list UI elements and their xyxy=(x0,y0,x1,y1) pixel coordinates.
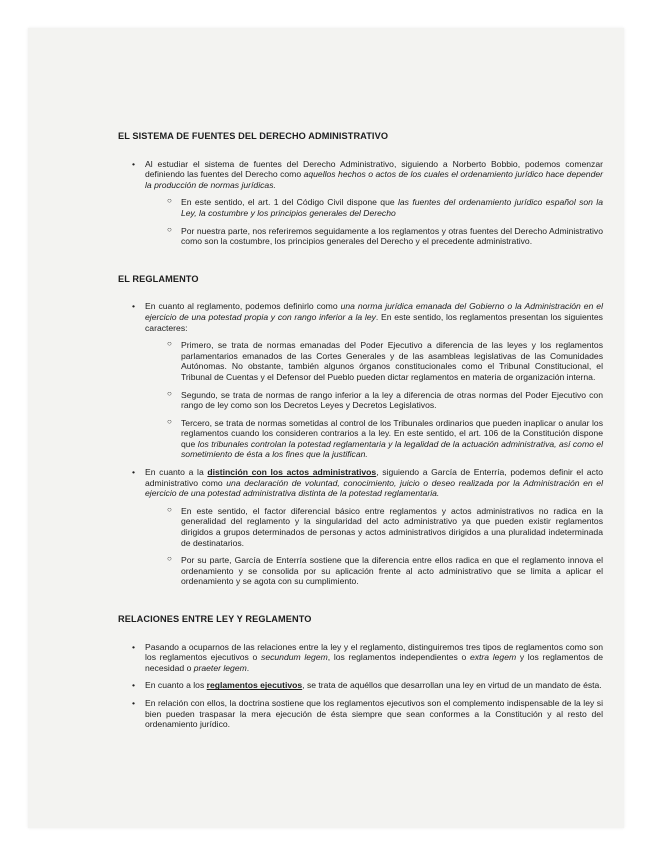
bullet-icon: • xyxy=(132,467,136,478)
paragraph-actos-administrativos: • En cuanto a la distinción con los actos administrativos, siguiendo a García de Enterría, podemos definir el acto administrativo como una declaración de voluntad, conocimiento, juicio o deseo realizada por la Administración en el ejercicio de una potestad administrativa distinta de la potestad reglamentaria. xyxy=(132,467,603,499)
document-content xyxy=(118,131,603,730)
bullet-icon: • xyxy=(132,158,136,169)
paragraph-reglamentos-ejecutivos: • En cuanto a los reglamentos ejecutivos, se trata de aquéllos que desarrollan una ley en virtud de un mandato de ésta. xyxy=(132,680,602,691)
circle-bullet-icon: ○ xyxy=(167,504,172,514)
circle-bullet-icon: ○ xyxy=(167,416,172,426)
subparagraph-factor-diferencial: ○ En este sentido, el factor diferencial básico entre reglamentos y actos administrativos no radica en la generalidad del reglamento y la singularidad del acto administrativo ya que pueden existir reglamentos dirigidos a grupos determinados de personas y actos administrativos dirigidos a una pluralidad indeterminada de destinatarios. xyxy=(167,504,603,548)
subparagraph-otras-fuentes: ○ Por nuestra parte, nos referiremos seguidamente a los reglamentos y otras fuentes del Derecho Administrativo como son la costumbre, los principios generales del Derecho y el precedente administrativo. xyxy=(167,224,603,247)
paragraph-fuentes-definition: • Al estudiar el sistema de fuentes del Derecho Administrativo, siguiendo a Norberto Bobbio, podemos comenzar definiendo las fuentes del Derecho como aquellos hechos o actos de los cuales el ordenamiento jurídico hace depender la producción de normas jurídicas. xyxy=(132,158,603,190)
bullet-icon: • xyxy=(132,301,136,312)
circle-bullet-icon: ○ xyxy=(167,339,172,349)
bullet-icon: • xyxy=(132,641,136,652)
bullet-icon: • xyxy=(132,697,136,708)
subparagraph-segundo: ○ Segundo, se trata de normas de rango inferior a la ley a diferencia de otras normas del Poder Ejecutivo con rango de ley como son los Decretos Leyes y Decretos Legislativos. xyxy=(167,388,603,411)
subparagraph-codigo-civil: ○ En este sentido, el art. 1 del Código Civil dispone que las fuentes del ordenamiento jurídico español son la Ley, la costumbre y los principios generales del Derecho xyxy=(167,196,603,218)
section-heading-fuentes: EL SISTEMA DE FUENTES DEL DERECHO ADMINISTRATIVO xyxy=(118,131,389,141)
section-heading-reglamento: EL REGLAMENTO xyxy=(118,273,199,284)
section-heading-relaciones: RELACIONES ENTRE LEY Y REGLAMENTO xyxy=(118,614,312,624)
paragraph-reglamento-definition: • En cuanto al reglamento, podemos definirlo como una norma jurídica emanada del Gobierno o la Administración en el ejercicio de una potestad propia y con rango inferior a la ley. En este sentido, los reglamentos presentan los siguientes caracteres: xyxy=(132,301,603,333)
bullet-icon: • xyxy=(132,680,136,691)
subparagraph-primero: ○ Primero, se trata de normas emanadas del Poder Ejecutivo a diferencia de las leyes y los reglamentos parlamentarios emanados de las Cortes Generales y de las asambleas legislativas de las Comunidades Autónomas. No obstante, también algunos órganos constitucionales como el Tribunal Constitucional, el Tribunal de Cuentas y el Defensor del Pueblo pueden dictar reglamentos en materia de organización interna. xyxy=(167,339,603,382)
subparagraph-garcia-enterria: ○ Por su parte, García de Enterría sostiene que la diferencia entre ellos radica en que el reglamento innova el ordenamiento y se consolida por su aplicación frente al acto administrativo que se limita a aplicar el ordenamiento y se agota con su cumplimiento. xyxy=(167,554,603,587)
circle-bullet-icon: ○ xyxy=(167,196,172,206)
circle-bullet-icon: ○ xyxy=(167,224,172,234)
subparagraph-tercero: ○ Tercero, se trata de normas sometidas al control de los Tribunales ordinarios que pueden inaplicar o anular los reglamentos cuando los consideren contrarios a la ley. En este sentido, el art. 106 de la Constitución dispone que los tribunales controlan la potestad reglamentaria y la legalidad de la actuación administrativa, así como el sometimiento de ésta a los fines que la justifican. xyxy=(167,416,603,460)
paragraph-tipos-reglamentos: • Pasando a ocuparnos de las relaciones entre la ley y el reglamento, distinguiremos tres tipos de reglamentos como son los reglamentos ejecutivos o secundum legem, los reglamentos independientes o extra legem y los reglamentos de necesidad o praeter legem. xyxy=(132,641,604,673)
circle-bullet-icon: ○ xyxy=(167,554,172,564)
circle-bullet-icon: ○ xyxy=(167,388,172,398)
paragraph-doctrina: • En relación con ellos, la doctrina sostiene que los reglamentos ejecutivos son el complemento indispensable de la ley si bien pueden traspasar la mera ejecución de ésta siempre que sean conformes a la Constitución y al resto del ordenamiento jurídico. xyxy=(132,697,603,730)
document-page xyxy=(28,28,624,828)
